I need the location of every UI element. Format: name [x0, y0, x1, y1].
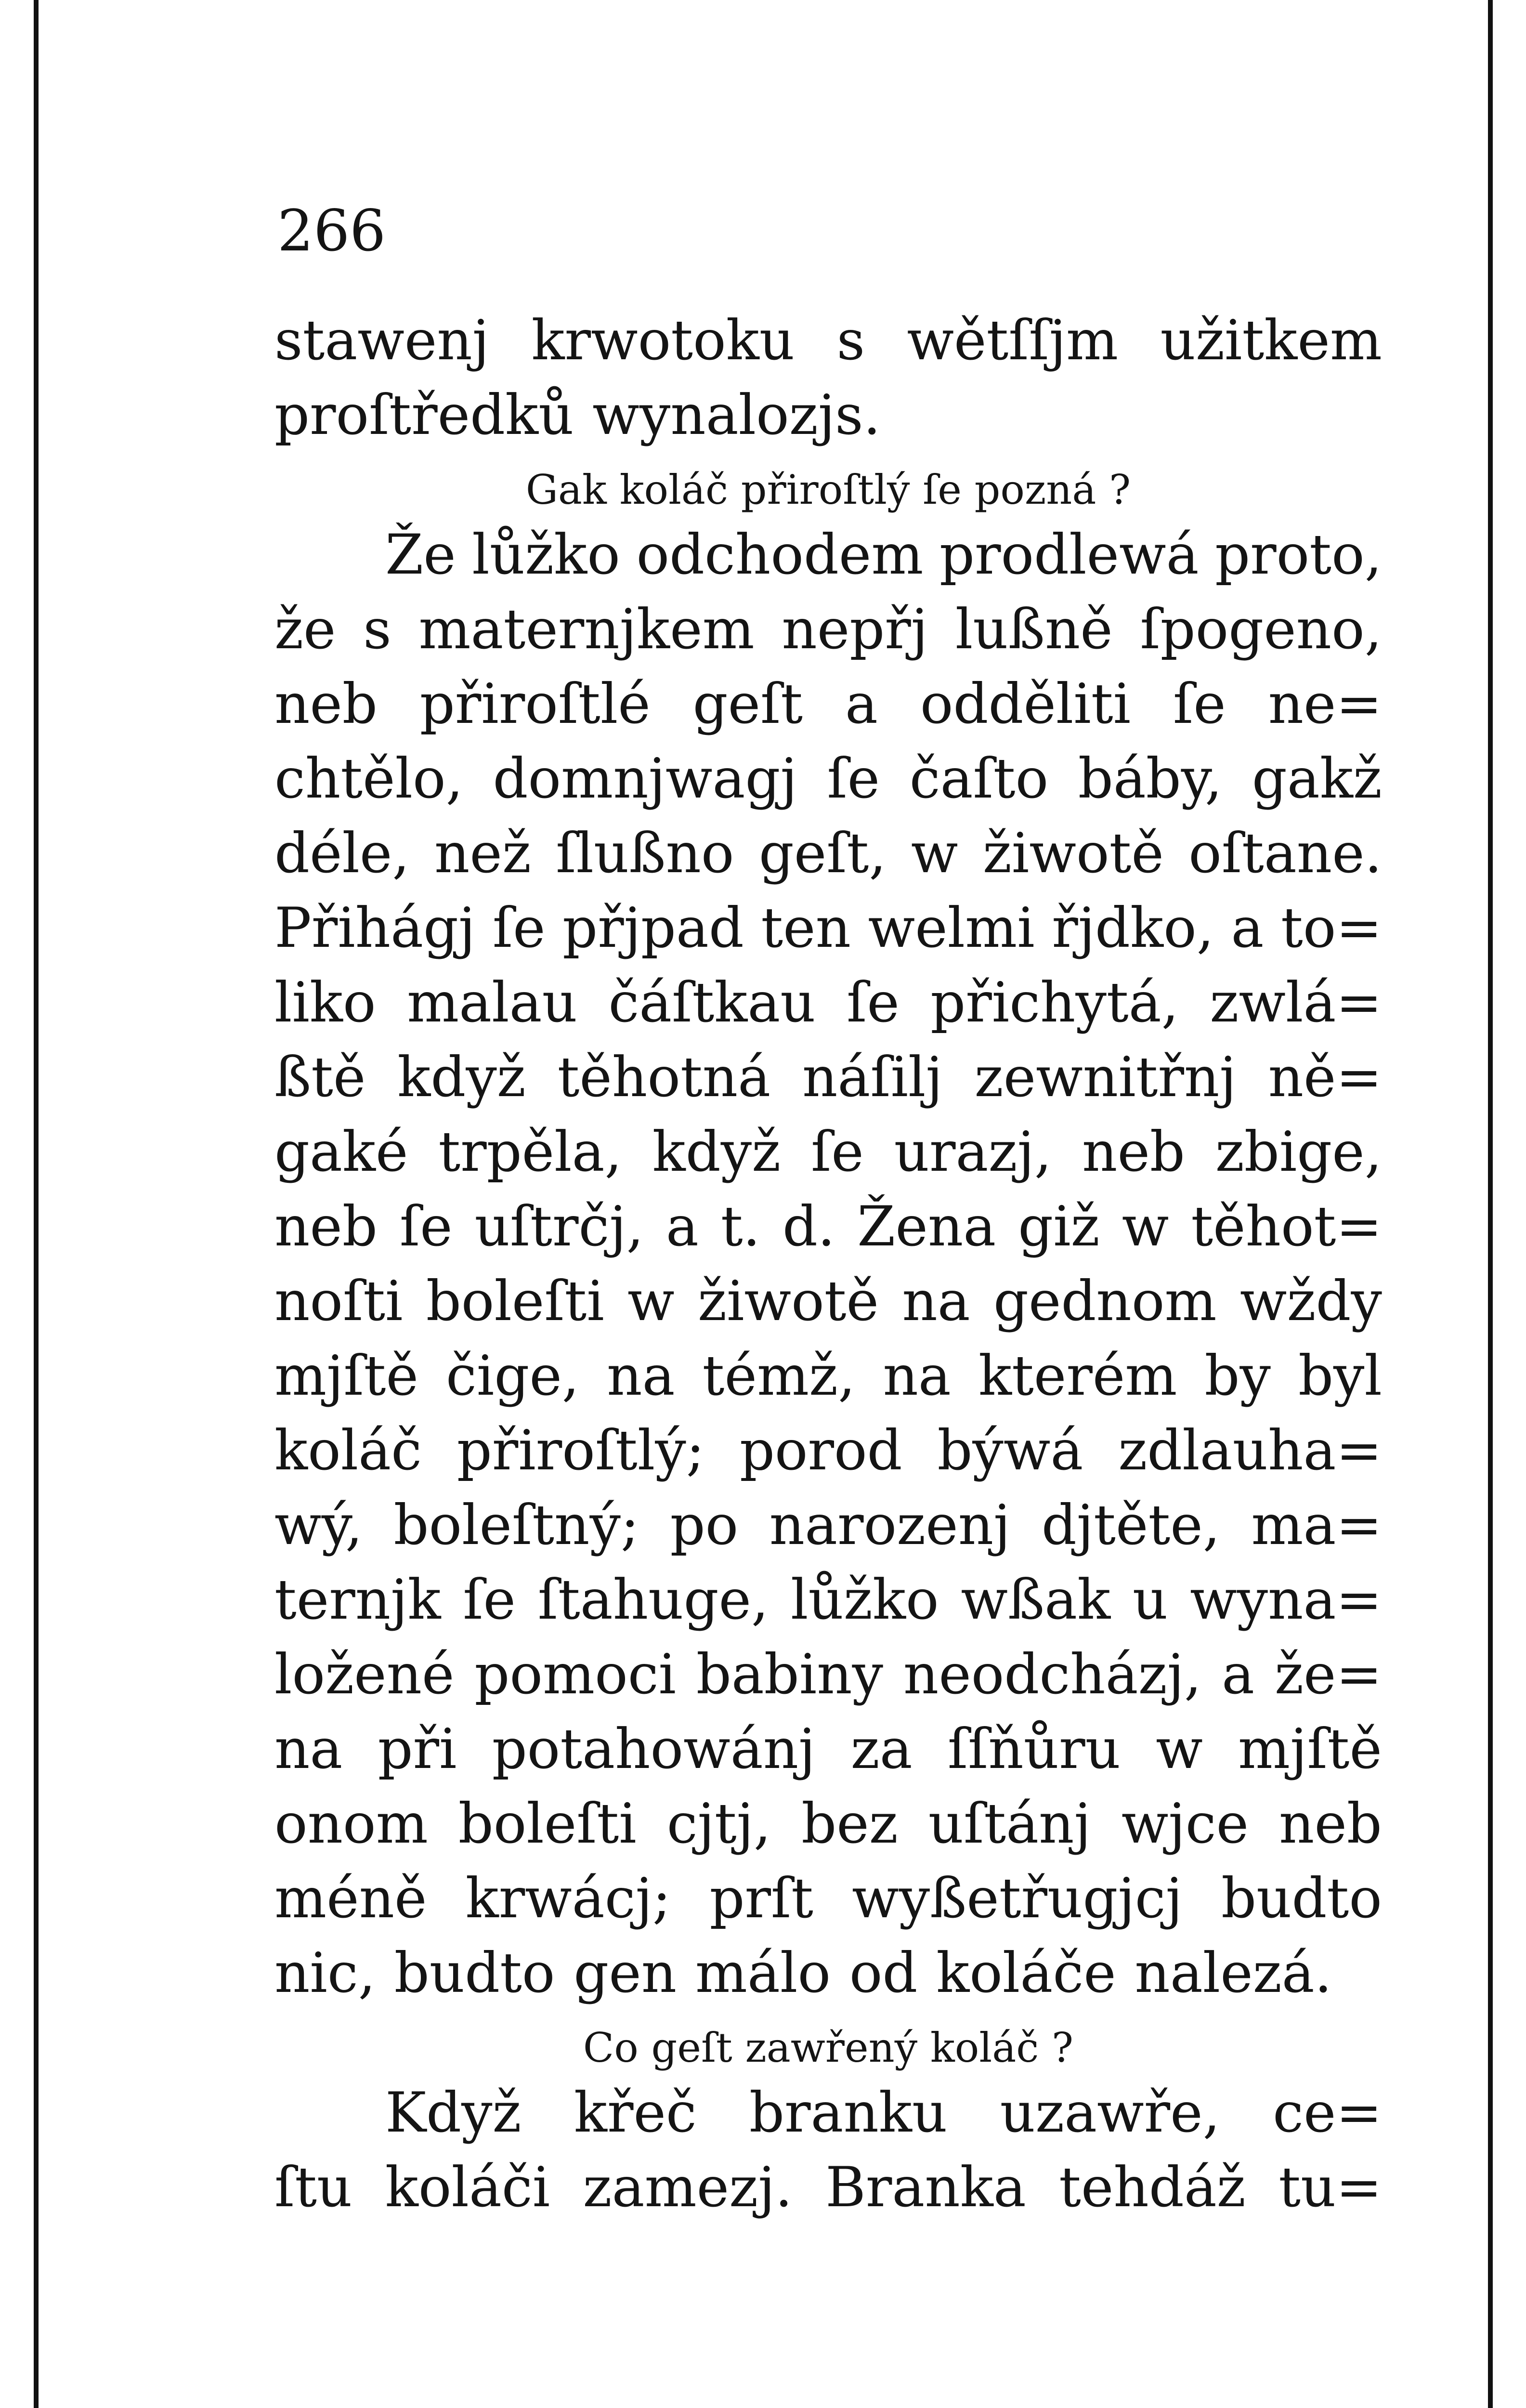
word: w [911, 821, 958, 885]
word: od [849, 1941, 918, 2005]
word: na [902, 1269, 970, 1333]
word: boleſtný; [393, 1493, 639, 1557]
text-line [274, 1120, 1382, 1194]
text-line [274, 970, 1382, 1045]
word: wßak [961, 1568, 1111, 1632]
word: déle, [274, 821, 410, 885]
word: ma= [1251, 1493, 1382, 1557]
word: ſe [399, 1194, 453, 1258]
word: a [1222, 1642, 1255, 1706]
word: býwá [937, 1418, 1083, 1482]
word: oſtane. [1188, 821, 1382, 885]
page-text [274, 308, 1382, 2230]
word: bez [801, 1792, 898, 1856]
word: w [1156, 1717, 1203, 1781]
word: přiroſtlé [419, 672, 651, 736]
text-line [274, 1269, 1382, 1344]
text-line [274, 1941, 1382, 2015]
word: méně [274, 1866, 427, 1930]
word: malau [407, 970, 577, 1034]
word: krwácj; [465, 1866, 671, 1930]
word: ſpogeno, [1140, 597, 1382, 661]
word: byl [1298, 1344, 1382, 1408]
text-line [274, 896, 1382, 970]
word: proſtředků [274, 383, 574, 447]
word: při [378, 1717, 457, 1781]
word: w [627, 1269, 675, 1333]
word: nalezá. [1135, 1941, 1332, 2005]
word: porod [739, 1418, 902, 1482]
word: ſe [492, 896, 546, 960]
word: s [836, 308, 865, 372]
page-number: 266 [277, 197, 386, 264]
word: u [1132, 1568, 1168, 1632]
word: žiwotě [982, 821, 1164, 885]
word: odchodem [636, 523, 924, 587]
text-line [274, 1792, 1382, 1866]
word: žiwotě [698, 1269, 879, 1333]
text-line [274, 523, 1382, 597]
text-line [274, 308, 1382, 383]
word: těhotná [557, 1045, 771, 1109]
word: těhot= [1191, 1194, 1382, 1258]
word: wyna= [1190, 1568, 1382, 1632]
word: zdlauha= [1118, 1418, 1382, 1482]
word: a [1231, 896, 1264, 960]
word: proto, [1215, 523, 1382, 587]
word: wjce [1121, 1792, 1249, 1856]
word: d. [782, 1194, 835, 1258]
word: uſtánj [928, 1792, 1091, 1856]
word: s [363, 597, 391, 661]
word: přiroſtlý; [456, 1418, 705, 1482]
word: témž, [702, 1344, 856, 1408]
text-line [274, 672, 1382, 746]
word: zamezj. [583, 2155, 793, 2219]
word: gaké [274, 1120, 408, 1184]
word: ſe [1173, 672, 1226, 736]
word: by [1204, 1344, 1271, 1408]
word: koláči [385, 2155, 550, 2219]
text-line [274, 1194, 1382, 1269]
word: neb [274, 672, 378, 736]
text-line [274, 1418, 1382, 1493]
word: wětſſjm [907, 308, 1119, 372]
word: budto [1221, 1866, 1382, 1930]
text-line [274, 383, 1382, 458]
word: na [607, 1344, 675, 1408]
word: djtěte, [1041, 1493, 1220, 1557]
text-line [274, 1568, 1382, 1642]
word: chtělo, [274, 746, 463, 811]
word: Žena [857, 1194, 996, 1258]
word: Branka [825, 2155, 1026, 2219]
word: na [883, 1344, 951, 1408]
word: kterém [978, 1344, 1177, 1408]
text-line [274, 2081, 1382, 2155]
word: Přihágj [274, 896, 476, 960]
word: tehdáž [1059, 2155, 1246, 2219]
word: trpěla, [438, 1120, 622, 1184]
word: křeč [574, 2081, 697, 2145]
word: čaſto [909, 746, 1049, 811]
word: uſtrčj, [474, 1194, 644, 1258]
word: a [665, 1194, 699, 1258]
word: řjdko, [1052, 896, 1214, 960]
word: čáſtkau [608, 970, 816, 1034]
word: lůžko [791, 1568, 939, 1632]
word: geſt [692, 672, 803, 736]
word: boleſti [426, 1269, 604, 1333]
word: ſe [827, 746, 880, 811]
word: maternjkem [418, 597, 755, 661]
word: ložené [274, 1642, 455, 1706]
word: zwlá= [1210, 970, 1382, 1034]
word: gednom [993, 1269, 1217, 1333]
word: noſti [274, 1269, 403, 1333]
word: zewnitřnj [974, 1045, 1237, 1109]
word: báby, [1078, 746, 1223, 811]
text-line [274, 597, 1382, 672]
word: to= [1281, 896, 1382, 960]
word: potahowánj [492, 1717, 816, 1781]
text-line [274, 746, 1382, 821]
text-line [274, 1642, 1382, 1717]
word: ſlußno [556, 821, 734, 885]
word: ně= [1268, 1045, 1382, 1109]
word: že= [1274, 1642, 1382, 1706]
word: stawenj [274, 308, 490, 372]
word: geſt, [758, 821, 887, 885]
word: ſſňůru [947, 1717, 1121, 1781]
word: neb [1082, 1120, 1185, 1184]
word: ternjk [274, 1568, 441, 1632]
word: wynalozjs. [592, 383, 881, 447]
word: urazj, [894, 1120, 1052, 1184]
section-question-heading: Co geſt zawřený koláč ? [583, 2024, 1074, 2071]
word: že [274, 597, 336, 661]
word: ßtě [274, 1045, 366, 1109]
word: babiny [696, 1642, 884, 1706]
word: ſe [847, 970, 900, 1034]
word: na [274, 1717, 343, 1781]
word: když [652, 1120, 781, 1184]
word: wý, [274, 1493, 363, 1557]
word: přjpad [562, 896, 744, 960]
word: krwotoku [531, 308, 795, 372]
word: pomoci [474, 1642, 677, 1706]
word: ce= [1273, 2081, 1382, 2145]
word: užitkem [1160, 308, 1382, 372]
word: mjſtě [1238, 1717, 1382, 1781]
word: domnjwagj [493, 746, 797, 811]
word: boleſti [458, 1792, 637, 1856]
word: nic, [274, 1941, 376, 2005]
word: čige, [446, 1344, 580, 1408]
word: uzawře, [1000, 2081, 1220, 2145]
word: ſtahuge, [537, 1568, 769, 1632]
word: zbige, [1215, 1120, 1382, 1184]
word: málo [695, 1941, 831, 2005]
text-line [274, 821, 1382, 896]
word: odděliti [920, 672, 1131, 736]
text-line [274, 1045, 1382, 1120]
text-line [274, 2155, 1382, 2230]
text-line [274, 1866, 1382, 1941]
word: lußně [955, 597, 1113, 661]
word: gakž [1252, 746, 1382, 811]
word: než [434, 821, 531, 885]
word: w [1122, 1194, 1169, 1258]
word: koláče [936, 1941, 1116, 2005]
word: branku [749, 2081, 948, 2145]
word: Že [385, 523, 456, 587]
word: přichytá, [930, 970, 1179, 1034]
word: narozenj [769, 1493, 1011, 1557]
word: t. [720, 1194, 760, 1258]
word: wyßetřugjcj [852, 1866, 1183, 1930]
text-line [274, 1493, 1382, 1568]
word: ten [761, 896, 851, 960]
word: když [397, 1045, 526, 1109]
word: lůžko [472, 523, 620, 587]
word: ſtu [274, 2155, 352, 2219]
word: neodcházj, [903, 1642, 1202, 1706]
word: po [670, 1493, 739, 1557]
word: Když [385, 2081, 522, 2145]
word: onom [274, 1792, 428, 1856]
text-line [274, 1717, 1382, 1792]
word: mjſtě [274, 1344, 418, 1408]
word: liko [274, 970, 376, 1034]
word: gen [574, 1941, 677, 2005]
word: tu= [1278, 2155, 1382, 2219]
word: cjtj, [666, 1792, 771, 1856]
word: giž [1018, 1194, 1100, 1258]
word: za [850, 1717, 913, 1781]
text-line [274, 1344, 1382, 1418]
word: neb [1279, 1792, 1382, 1856]
word: prſt [709, 1866, 813, 1930]
word: koláč [274, 1418, 422, 1482]
word: prodlewá [939, 523, 1199, 587]
word: wždy [1239, 1269, 1382, 1333]
word: a [845, 672, 878, 736]
word: ſe [463, 1568, 516, 1632]
word: budto [394, 1941, 555, 2005]
word: nepřj [782, 597, 928, 661]
section-question-heading: Gak koláč přiroſtlý ſe pozná ? [525, 466, 1131, 513]
word: ſe [811, 1120, 864, 1184]
word: neb [274, 1194, 378, 1258]
word: ne= [1268, 672, 1382, 736]
word: welmi [868, 896, 1035, 960]
word: náſilj [802, 1045, 943, 1109]
